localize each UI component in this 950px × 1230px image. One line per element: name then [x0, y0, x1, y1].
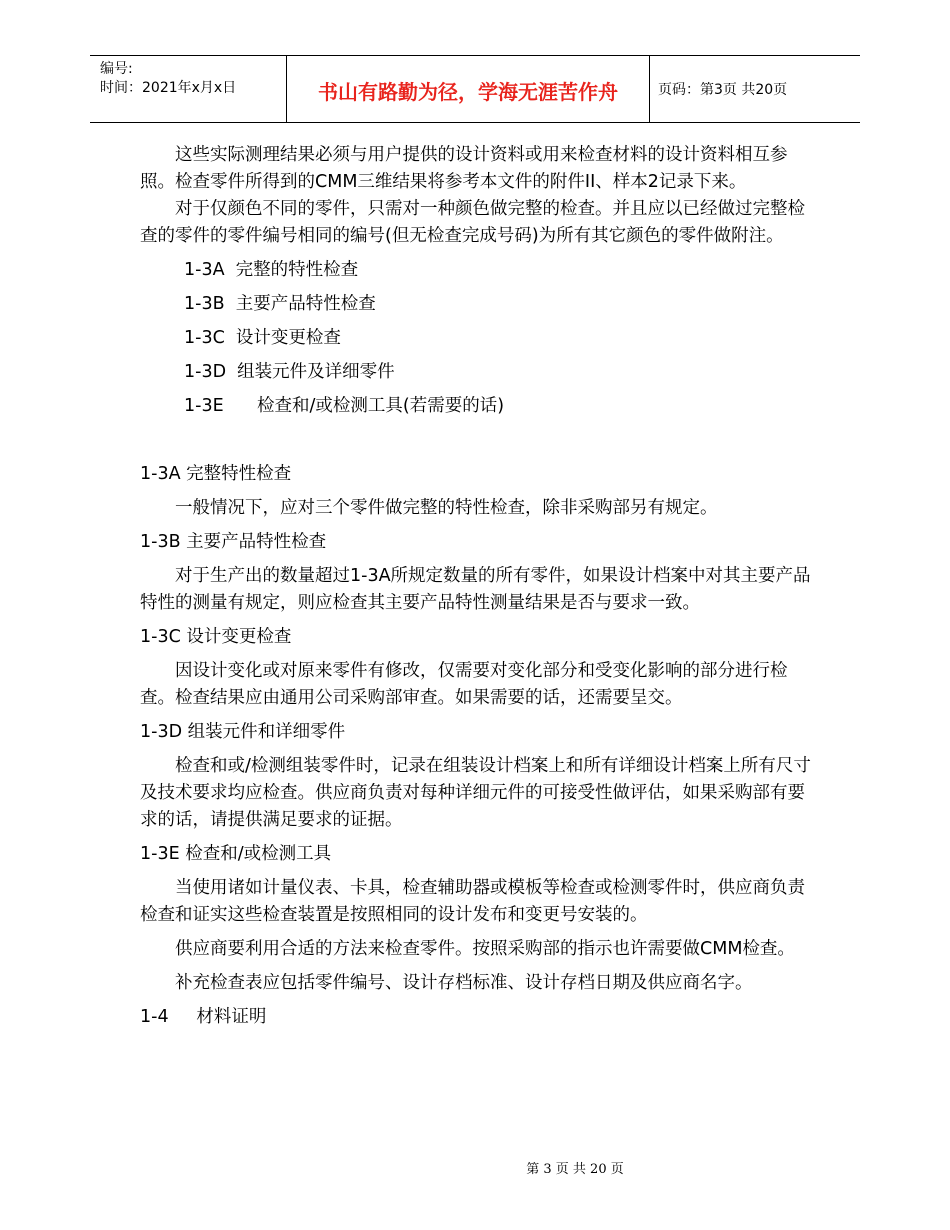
- section-paragraph: 供应商要利用合适的方法来检查零件。按照采购部的指示也许需要做CMM检查。: [175, 939, 795, 959]
- header-motto: 书山有路勤为径，学海无涯苦作舟: [286, 56, 650, 122]
- header-page-number: 页码：第3页 共20页: [658, 82, 788, 98]
- intro-paragraph-2: 对于仅颜色不同的零件，只需对一种颜色做完整的检查。并且应以已经做过完整检查的零件的零件编号相同的编号(但无检查完成号码)为所有其它颜色的零件做附注。: [140, 199, 805, 246]
- section-heading: 1-3D 组装元件和详细零件: [140, 722, 346, 742]
- section-heading: 1-3A 完整特性检查: [140, 464, 292, 484]
- doc-number-label: 编号:: [100, 61, 133, 77]
- section-heading: 1-3C 设计变更检查: [140, 627, 292, 647]
- section-paragraph: 补充检查表应包括零件编号、设计存档标准、设计存档日期及供应商名字。: [175, 973, 753, 993]
- list-item: 1-3B 主要产品特性检查: [184, 294, 376, 314]
- section-paragraph: 检查和或/检测组装零件时，记录在组装设计档案上和所有详细设计档案上所有尺寸及技术要求均应检查。供应商负责对每种详细元件的可接受性做评估，如果采购部有要求的话，请提供满足要求的证据。: [140, 756, 811, 830]
- section-heading: 1-3E 检查和/或检测工具: [140, 844, 332, 864]
- page-header: [90, 55, 860, 123]
- list-item: 1-3C 设计变更检查: [184, 328, 341, 348]
- document-body: [140, 142, 820, 1031]
- page-footer: 第 3 页 共 20 页: [526, 1162, 624, 1177]
- section-paragraph: 对于生产出的数量超过1-3A所规定数量的所有零件，如果设计档案中对其主要产品特性的测量有规定，则应检查其主要产品特性测量结果是否与要求一致。: [140, 566, 811, 613]
- section-list: [140, 257, 820, 420]
- section-heading: 1-3B 主要产品特性检查: [140, 532, 327, 552]
- section-paragraph: 因设计变化或对原来零件有修改，仅需要对变化部分和受变化影响的部分进行检查。检查结果应由通用公司采购部审查。如果需要的话，还需要呈交。: [140, 661, 788, 708]
- list-item: 1-3D 组装元件及详细零件: [184, 362, 395, 382]
- header-meta: [90, 56, 286, 122]
- list-item: 1-3E 检查和/或检测工具(若需要的话): [184, 396, 505, 416]
- section-paragraph: 一般情况下，应对三个零件做完整的特性检查，除非采购部另有规定。: [175, 498, 718, 518]
- list-item: 1-3A 完整的特性检查: [184, 260, 359, 280]
- section-paragraph: 当使用诸如计量仪表、卡具，检查辅助器或模板等检查或检测零件时，供应商负责检查和证实这些检查装置是按照相同的设计发布和变更号安装的。: [140, 878, 805, 925]
- section-heading-1-4: 1-4 材料证明: [140, 1007, 267, 1027]
- intro-paragraph-1: 这些实际测理结果必须与用户提供的设计资料或用来检查材料的设计资料相互参照。检查零件所得到的CMM三维结果将参考本文件的附件II、样本2记录下来。: [140, 145, 788, 192]
- doc-time-label: 时间：2021年x月x日: [100, 80, 237, 96]
